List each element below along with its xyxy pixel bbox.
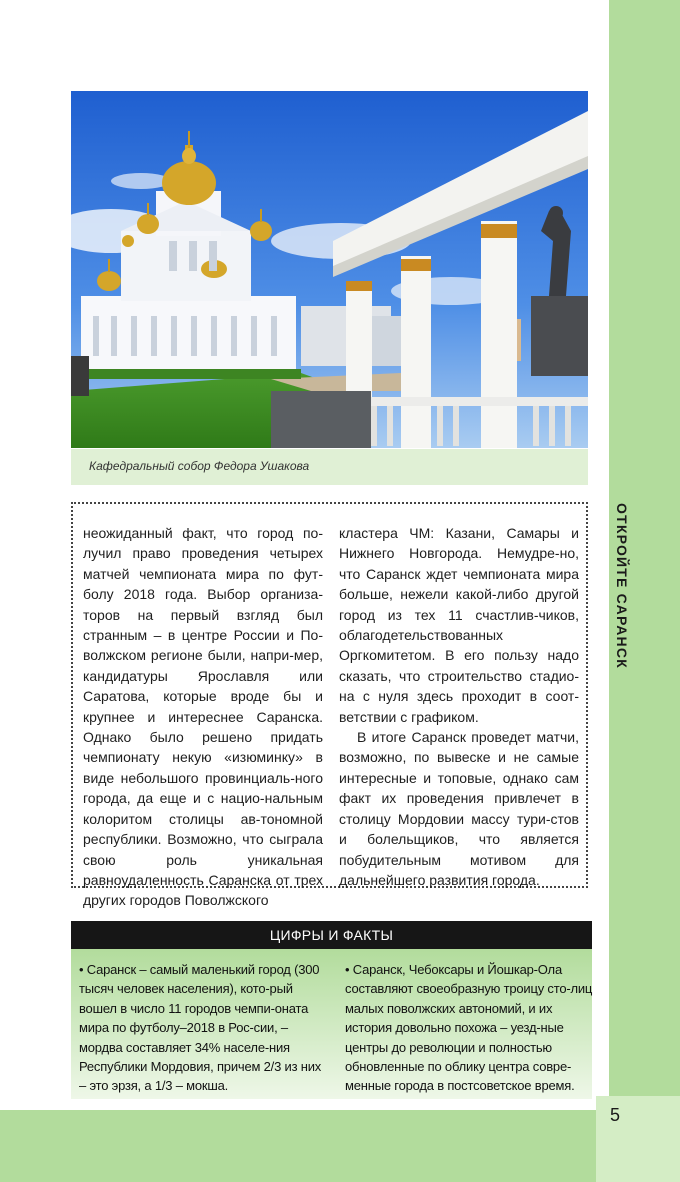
page-number: 5 (610, 1105, 621, 1125)
page-number-box (596, 1096, 680, 1182)
article-paragraph: неожиданный факт, что город по-лучил право проведения четырех матчей чемпионата мира по фут-болу 2018 года. Выбор организа-торов на первый взгляд был странным – в центре России и По-волжском регионе были, напри-мер, кандидатуры Ярославля или Саратова, которые вроде бы и крупнее и интереснее Саранска. Однако было решено придать чемпионату некую «изюминку» в виде небольшого провинциаль-ного города, да еще и с нацио-нальным колоритом столицы ав-тономной республики. Возможно, что сыграла свою роль уникальная равноудаленность Саранска от трех других городов Поволжского (83, 525, 323, 909)
article-paragraph: В итоге Саранск проведет матчи, возможно, по вывеске и не самые интересные и топовые, однако сам факт их проведения привлечет в столицу Мордовии массу тури-стов и болельщиков, что является побудительным мотивом для дальнейшего развития города. (339, 729, 579, 888)
article-right-column (339, 523, 579, 890)
cathedral-photo (71, 91, 588, 448)
article-left-column (83, 523, 323, 911)
article-paragraph: кластера ЧМ: Казани, Самары и Нижнего Новгорода. Немудре-но, что Саранск ждет чемпионата мира больше, нежели какой-либо другой город из тех 11 счастлив-чиков, облагодетельствованных Оргкомитетом. В его пользу надо сказать, что строительство стадио-на с нуля здесь проходит в соот-ветствии с графиком. (339, 525, 579, 725)
fact-item: • Саранск – самый маленький город (300 тысяч человек населения), кото-рый вошел в число 11 городов чемпи-оната мира по футболу–2018 в Рос-сии, – мордва составляет 34% населе-ния Республики Мордовия, причем 2/3 из них – это эрзя, а 1/3 – мокша. (79, 962, 322, 1094)
side-tab-label: ОТКРОЙТЕ САРАНСК (614, 503, 630, 669)
bottom-band (0, 1110, 596, 1182)
facts-title: ЦИФРЫ И ФАКТЫ (71, 921, 592, 949)
photo-caption: Кафедральный собор Федора Ушакова (89, 459, 310, 473)
fact-item: • Саранск, Чебоксары и Йошкар-Ола составляют своеобразную троицу сто-лиц малых поволжских автономий, и их история довольно похожа – уезд-ные центры до революции и полностью обновленные по облику центра совре-менные города в постсоветское время. (345, 962, 593, 1094)
